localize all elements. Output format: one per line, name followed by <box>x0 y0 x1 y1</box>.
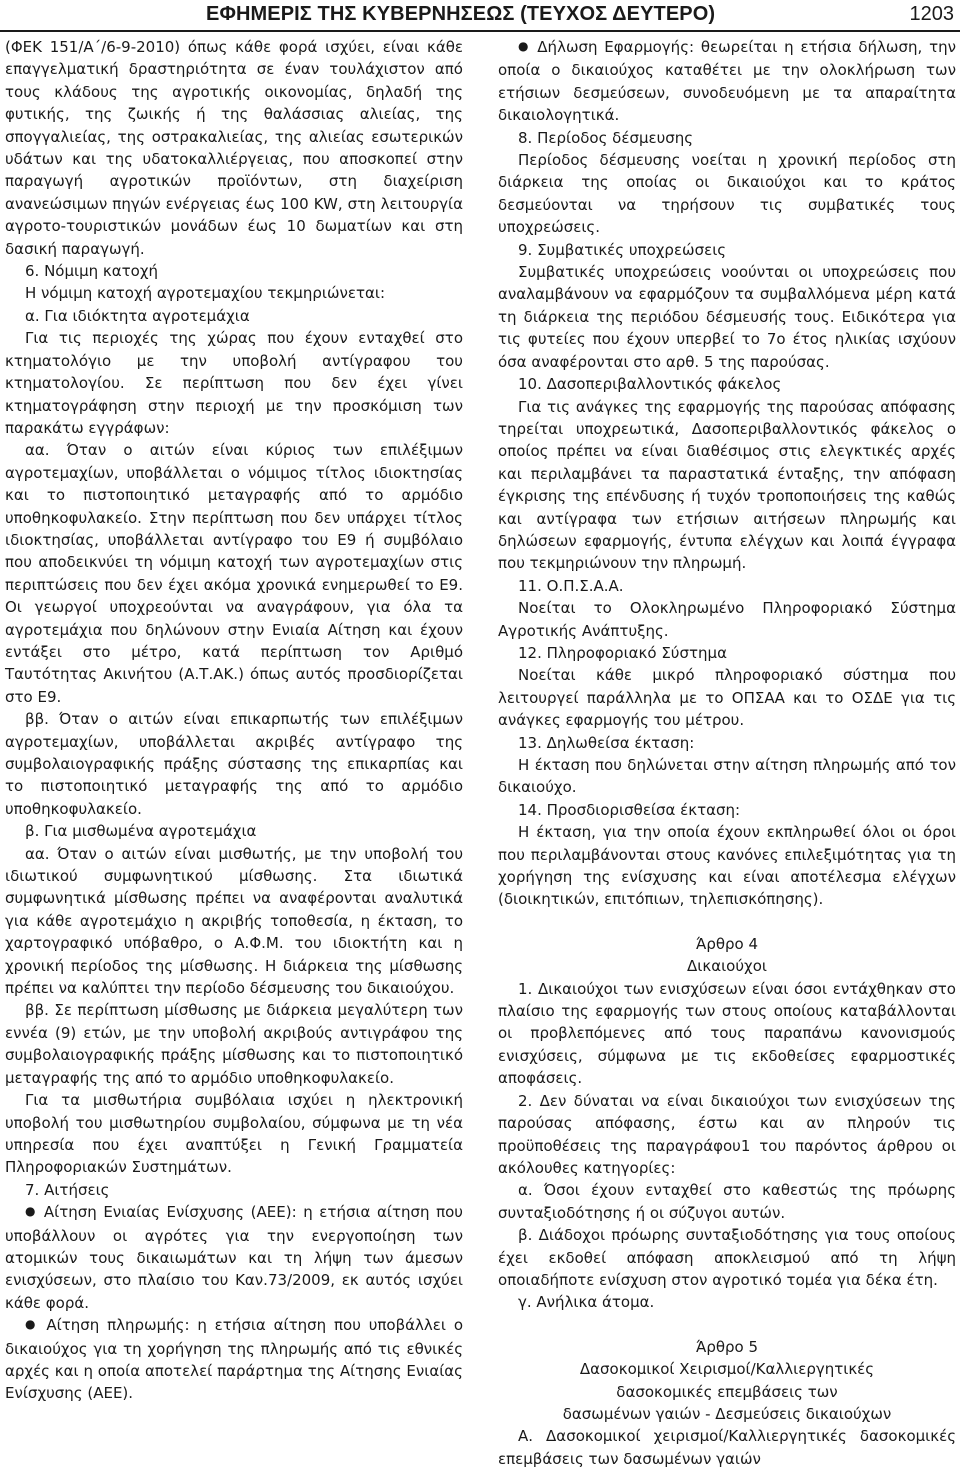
paragraph: Για τα μισθωτήρια συμβόλαια ισχύει η ηλεκτρονική υποβολή του μισθωτηρίου συμβολαίου, σύμφωνα με τη νέα υπηρεσία που έχει αναπτύξει η Γενική Γραμματεία Πληροφοριακών Συστημάτων. <box>5 1091 463 1177</box>
article-title: Δασοκομικοί Χειρισμοί/Καλλιεργητικές <box>579 1360 875 1379</box>
section-heading: 9. Συμβατικές υποχρεώσεις <box>518 240 727 259</box>
bullet-item <box>5 1201 463 1314</box>
paragraph: β. Διάδοχοι πρόωρης συνταξιοδότησης για τους οποίους έχει εκδοθεί απόφαση αποκλεισμού από τη λήψη οποιαδήποτε ενίσχυση στον αγροτικό τομέα για δέκα έτη. <box>498 1226 956 1289</box>
bullet-icon: ● <box>25 1317 39 1332</box>
section-heading: 12. Πληροφοριακό Σύστημα <box>518 643 727 662</box>
bullet-item <box>498 36 956 127</box>
paragraph: Α. Δασοκομικοί χειρισμοί/Καλλιεργητικές δασοκομικές επεμβάσεις των δασωμένων γαιών <box>498 1427 956 1468</box>
paragraph: αα. Όταν ο αιτών είναι μισθωτής, με την υποβολή του ιδιωτικού συμφωνητικού μίσθωσης. Στα ιδιωτικά συμφωνητικά μίσθωσης πρέπει να αναφέρονται αναλυτικά για κάθε αγροτεμάχιο η ακριβής τοποθεσία, η έκταση, το χαρτογραφικό υπόβαθρο, ο Α.Φ.Μ. του ιδιοκτήτη και η χρονική περίοδος της μίσθωσης. Η διάρκεια της μίσθωσης πρέπει να καλύπτει την περίοδο δέσμευσης του δικαιούχου. <box>5 844 463 998</box>
paragraph: 1. Δικαιούχοι των ενισχύσεων είναι όσοι εντάχθηκαν στο πλαίσιο της εφαρμογής των στους οποίους καταβάλλονται οι προβλεπόμενες από τους παραπάνω κανονισμούς ενισχύσεις, σύμφωνα με τις εκδοθείσες εφαρμοστικές αποφάσεις. <box>498 979 956 1088</box>
right-column <box>498 36 956 1468</box>
article-number: Άρθρο 4 <box>695 934 759 953</box>
bullet-text: Αίτηση πληρωμής: η ετήσια αίτηση που υποβάλλει ο δικαιούχος για τη χορήγηση της πληρωμής από τις εθνικές αρχές και η οποία αποτελεί παράρτημα της Αίτησης Ενιαίας Ενίσχυσης (ΑΕΕ). <box>5 1316 463 1403</box>
paragraph: Για τις περιοχές της χώρας που έχουν ενταχθεί στο κτηματολόγιο με την υποβολή αντίγραφου του κτηματολογίου. Σε περίπτωση που δεν έχει γίνει κτηματογράφηση στην περιοχή με την προσκόμιση των παρακάτω εγγράφων: <box>5 329 463 437</box>
header-divider <box>0 30 960 32</box>
article-title: Δικαιούχοι <box>687 957 767 976</box>
section-heading: 10. Δασοπεριβαλλοντικός φάκελος <box>518 375 782 394</box>
bullet-text: Δήλωση Εφαρμογής: θεωρείται η ετήσια δήλωση, την οποία ο δικαιούχος καταθέτει με την ολοκλήρωση των ετήσιων δεσμεύσεων, συνοδευόμενη με τα απαραίτητα δικαιολογητικά. <box>498 38 956 125</box>
bullet-icon: ● <box>518 39 531 53</box>
bullet-icon: ● <box>25 1204 38 1219</box>
bullet-text: Αίτηση Ενιαίας Ενίσχυσης (ΑΕΕ): η ετήσια αίτηση που υποβάλλουν οι αγρότες για την ενεργοποίηση των ατομικών τους δικαιωμάτων και τη λήψη των άμεσων ενισχύσεων, στο πλαίσιο του Καν.73/2009, εκ αυτός ισχύει κάθε φορά. <box>5 1203 463 1312</box>
section-heading: 13. Δηλωθείσα έκταση: <box>518 733 695 752</box>
left-column <box>5 36 463 1426</box>
paragraph: Νοείται κάθε μικρό πληροφοριακό σύστημα που λειτουργεί παράλληλα με το ΟΠΣΑΑ και το ΟΣΔΕ για τις ανάγκες εφαρμογής του μέτρου. <box>498 666 956 730</box>
subsection-heading: β. Για μισθωμένα αγροτεμάχια <box>25 822 257 841</box>
article-number: Άρθρο 5 <box>695 1337 759 1356</box>
section-heading: 14. Προσδιορισθείσα έκταση: <box>518 800 741 819</box>
paragraph: α. Όσοι έχουν ενταχθεί στο καθεστώς της πρόωρης συνταξιοδότησης ή οι σύζυγοι αυτών. <box>498 1181 956 1222</box>
bullet-item <box>5 1314 463 1405</box>
subsection-heading: α. Για ιδιόκτητα αγροτεμάχια <box>25 306 250 325</box>
paragraph: ββ. Όταν ο αιτών είναι επικαρπωτής των επιλέξιμων αγροτεμαχίων, υποβάλλεται ακριβές αντίγραφο της συμβολαιογραφικής πράξης σύστασης της επικαρπίας και το πιστοποιητικό μεταγραφής της από το αρμόδιο υποθηκοφυλακείο. <box>5 710 463 818</box>
paragraph: Συμβατικές υποχρεώσεις νοούνται οι υποχρεώσεις που αναλαμβάνουν να εφαρμόζουν τα συμβαλλόμενα μέρη κατά τη διάρκεια της περιόδου δέσμευσής τους. Ειδικότερα για τις φυτείες που έχουν υπερβεί το 7ο έτος ηλικίας ισχύουν όσα αναφέρονται στο αρθ. 5 της παρούσας. <box>498 263 956 371</box>
paragraph: αα. Όταν ο αιτών είναι κύριος των επιλέξιμων αγροτεμαχίων, υποβάλλεται ο νόμιμος τίτλος ιδιοκτησίας και το πιστοποιητικό μεταγραφής από το αρμόδιο υποθηκοφυλακείο. Στην περίπτωση που δεν υπάρχει τίτλος ιδιοκτησίας, υποβάλλεται αντίγραφο του Ε9 ή συμβόλαιο που αποδεικνύει τη νόμιμη κατοχή των αγροτεμαχίων στις περιπτώσεις που δεν έχει ακόμα χρονικά ενημερωθεί το Ε9. Οι γεωργοί υποχρεούνται να αναγράφουν, για όλα τα αγροτεμάχια που δηλώνουν στην Ενιαία Αίτηση και έχουν εντάξει στο μέτρο, κατά περίπτωση τον Αριθμό Ταυτότητας Ακινήτου (Α.Τ.ΑΚ.) όπως αυτός προσδιορίζεται στο Ε9. <box>5 441 463 706</box>
article-title: δασοκομικές επεμβάσεις των <box>616 1382 838 1401</box>
paragraph: Η νόμιμη κατοχή αγροτεμαχίου τεκμηριώνεται: <box>25 284 386 303</box>
page-number: 1203 <box>909 3 954 25</box>
section-heading: 8. Περίοδος δέσμευσης <box>518 128 694 147</box>
paragraph: ββ. Σε περίπτωση μίσθωσης με διάρκεια μεγαλύτερη των εννέα (9) ετών, με την υποβολή ακριβούς αντιγράφου της συμβολαιογραφικής πράξης μίσθωσης και το πιστοποιητικό μεταγραφής της από το αρμόδιο υποθηκοφυλακείο. <box>5 1001 463 1087</box>
paragraph: Περίοδος δέσμευσης νοείται η χρονική περίοδος στη διάρκεια της οποίας οι δικαιούχοι και το κράτος δεσμεύονται να τηρήσουν τις συμβατικές τους υποχρεώσεις. <box>498 151 956 237</box>
page-header <box>0 0 960 32</box>
paragraph: Για τις ανάγκες της εφαρμογής της παρούσας απόφασης τηρείται υποχρεωτικά, Δασοπεριβαλλοντικός φάκελος ο οποίος πρέπει να είναι διαθέσιμος στις ελεγκτικές αρχές και περιλαμβάνει τα παραστατικά ένταξης, την απόφαση έγκρισης της επένδυσης ή τυχόν τροποποιήσεις της καθώς και αντίγραφα των ετήσιων αιτήσεων πληρωμής και δηλώσεων εφαρμογής, έντυπα ελέγχων και λοιπά έγγραφα που τεκμηριώνουν την πληρωμή. <box>498 397 956 573</box>
section-heading: 7. Αιτήσεις <box>25 1180 110 1199</box>
paragraph: 2. Δεν δύναται να είναι δικαιούχοι των ενισχύσεων της παρούσας απόφασης, έστω και αν πληρούν τις προϋποθέσεις της παραγράφου1 του παρόντος άρθρου οι ακόλουθες κατηγορίες: <box>498 1091 956 1177</box>
article-title: δασωμένων γαιών - Δεσμεύσεις δικαιούχων <box>562 1404 892 1423</box>
section-heading: 6. Νόμιμη κατοχή <box>25 262 159 281</box>
paragraph: Η έκταση που δηλώνεται στην αίτηση πληρωμής από τον δικαιούχο. <box>498 756 956 797</box>
paragraph: γ. Ανήλικα άτομα. <box>518 1293 655 1312</box>
paragraph: Νοείται το Ολοκληρωμένο Πληροφοριακό Σύστημα Αγροτικής Ανάπτυξης. <box>498 599 956 640</box>
gazette-title: ΕΦΗΜΕΡΙΣ ΤΗΣ ΚΥΒΕΡΝΗΣΕΩΣ (ΤΕΥΧΟΣ ΔΕΥΤΕΡΟ) <box>206 3 716 25</box>
paragraph: (ΦΕΚ 151/Α΄/6-9-2010) όπως κάθε φορά ισχύει, είναι κάθε επαγγελματική δραστηριότητα σε έναν τουλάχιστον από τους κλάδους της αγροτικής οικονομίας, δηλαδή της φυτικής, της ζωικής ή της θαλάσσιας αλιείας, της σπογγαλιείας, της οστρακαλιείας, της αλιείας εσωτερικών υδάτων και της υδατοκαλλιέργειας, που αποσκοπεί στην παραγωγή αγροτικών προϊόντων, στη διαχείριση ανανεώσιμων πηγών ενέργειας έως 100 KW, στη λειτουργία αγροτο-τουριστικών μονάδων έως 10 δωματίων και στη δασική παραγωγή. <box>5 38 463 258</box>
section-heading: 11. Ο.Π.Σ.Α.Α. <box>518 576 624 595</box>
paragraph: Η έκταση, για την οποία έχουν εκπληρωθεί όλοι οι όροι που περιλαμβάνονται στους κανόνες επιλεξιμότητας για τη χορήγηση της ενίσχυσης και είναι αποτέλεσμα ελέγχων (διοικητικών, επιτόπιων, τηλεπισκόπησης). <box>498 823 956 909</box>
